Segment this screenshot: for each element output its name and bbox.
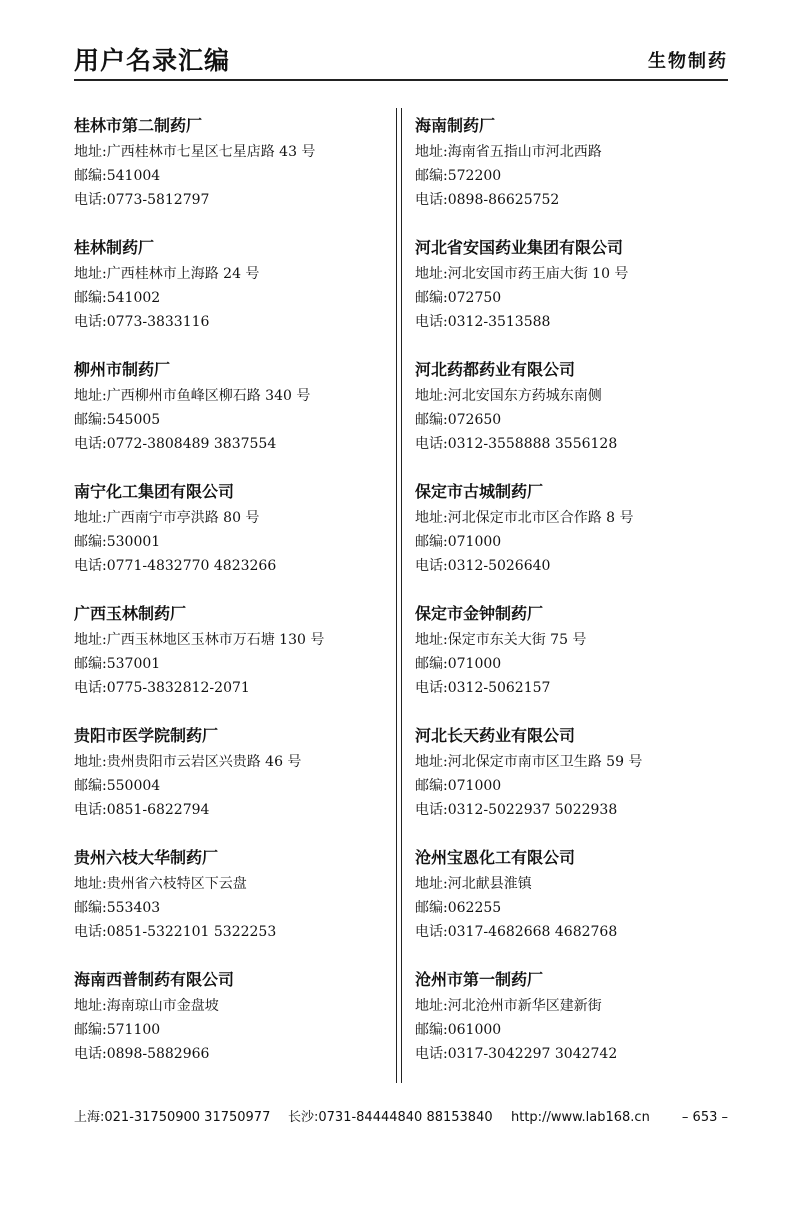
page-header — [74, 44, 728, 78]
page-title: 用户名录汇编 — [74, 46, 231, 75]
company-name: 贵州六枝大华制药厂 — [74, 848, 219, 867]
company-postcode: 邮编:571100 — [74, 1022, 161, 1038]
company-address: 地址:广西桂林市七星区七星店路 43 号 — [74, 144, 316, 160]
directory-entry — [415, 968, 735, 1090]
company-name: 河北省安国药业集团有限公司 — [415, 238, 624, 257]
directory-entry — [415, 724, 735, 846]
company-phone: 电话:0773-5812797 — [74, 192, 210, 208]
company-address: 地址:贵州省六枝特区下云盘 — [74, 876, 247, 892]
company-postcode: 邮编:550004 — [74, 778, 161, 794]
directory-entry — [415, 236, 735, 358]
company-postcode: 邮编:545005 — [74, 412, 161, 428]
company-postcode: 邮编:071000 — [415, 778, 502, 794]
company-postcode: 邮编:071000 — [415, 534, 502, 550]
company-name: 沧州市第一制药厂 — [415, 970, 544, 989]
company-address: 地址:广西玉林地区玉林市万石塘 130 号 — [74, 632, 325, 648]
company-phone: 电话:0312-5026640 — [415, 558, 551, 574]
company-address: 地址:河北献县淮镇 — [415, 876, 532, 892]
company-name: 海南西普制药有限公司 — [74, 970, 235, 989]
company-phone: 电话:0317-3042297 3042742 — [415, 1046, 618, 1062]
company-name: 贵阳市医学院制药厂 — [74, 726, 219, 745]
company-address: 地址:河北保定市北市区合作路 8 号 — [415, 510, 634, 526]
company-phone: 电话:0851-5322101 5322253 — [74, 924, 277, 940]
company-name: 海南制药厂 — [415, 116, 496, 135]
section-category: 生物制药 — [648, 51, 728, 72]
footer-shanghai-phone: 上海:021-31750900 31750977 — [74, 1110, 271, 1125]
company-phone: 电话:0312-3513588 — [415, 314, 551, 330]
company-phone: 电话:0775-3832812-2071 — [74, 680, 250, 696]
company-postcode: 邮编:072750 — [415, 290, 502, 306]
directory-entry — [415, 114, 735, 236]
company-phone: 电话:0312-3558888 3556128 — [415, 436, 618, 452]
company-address: 地址:河北安国东方药城东南侧 — [415, 388, 602, 404]
directory-entry — [74, 724, 384, 846]
company-address: 地址:河北保定市南市区卫生路 59 号 — [415, 754, 643, 770]
company-postcode: 邮编:072650 — [415, 412, 502, 428]
company-postcode: 邮编:061000 — [415, 1022, 502, 1038]
directory-entry — [74, 846, 384, 968]
company-address: 地址:海南琼山市金盘坡 — [74, 998, 219, 1014]
company-phone: 电话:0772-3808489 3837554 — [74, 436, 277, 452]
directory-entry — [415, 846, 735, 968]
directory-entry — [415, 358, 735, 480]
company-address: 地址:河北安国市药王庙大街 10 号 — [415, 266, 629, 282]
company-name: 柳州市制药厂 — [74, 360, 171, 379]
company-address: 地址:广西柳州市鱼峰区柳石路 340 号 — [74, 388, 311, 404]
company-address: 地址:广西南宁市亭洪路 80 号 — [74, 510, 260, 526]
company-name: 南宁化工集团有限公司 — [74, 482, 235, 501]
company-name: 河北药都药业有限公司 — [415, 360, 576, 379]
company-address: 地址:河北沧州市新华区建新街 — [415, 998, 602, 1014]
company-phone: 电话:0851-6822794 — [74, 802, 210, 818]
company-phone: 电话:0312-5062157 — [415, 680, 551, 696]
page-number: – 653 – — [681, 1110, 728, 1125]
company-postcode: 邮编:071000 — [415, 656, 502, 672]
directory-entry — [74, 114, 384, 236]
company-name: 保定市金钟制药厂 — [415, 604, 544, 623]
company-name: 沧州宝恩化工有限公司 — [415, 848, 576, 867]
header-rule — [74, 79, 728, 81]
directory-entry — [74, 358, 384, 480]
company-name: 保定市古城制药厂 — [415, 482, 544, 501]
company-postcode: 邮编:541004 — [74, 168, 161, 184]
company-address: 地址:贵州贵阳市云岩区兴贵路 46 号 — [74, 754, 302, 770]
company-postcode: 邮编:553403 — [74, 900, 161, 916]
company-postcode: 邮编:530001 — [74, 534, 161, 550]
company-address: 地址:保定市东关大街 75 号 — [415, 632, 587, 648]
directory-entry — [74, 602, 384, 724]
footer-changsha-phone: 长沙:0731-84444840 88153840 — [288, 1110, 493, 1125]
company-postcode: 邮编:537001 — [74, 656, 161, 672]
page-footer — [74, 1108, 728, 1128]
company-phone: 电话:0771-4832770 4823266 — [74, 558, 277, 574]
company-name: 桂林市第二制药厂 — [74, 116, 203, 135]
company-phone: 电话:0773-3833116 — [74, 314, 210, 330]
company-postcode: 邮编:541002 — [74, 290, 161, 306]
company-name: 桂林制药厂 — [74, 238, 155, 257]
company-phone: 电话:0898-5882966 — [74, 1046, 210, 1062]
directory-entry — [74, 968, 384, 1090]
company-phone: 电话:0312-5022937 5022938 — [415, 802, 618, 818]
company-address: 地址:海南省五指山市河北西路 — [415, 144, 602, 160]
directory-entry — [415, 602, 735, 724]
company-name: 广西玉林制药厂 — [74, 604, 187, 623]
company-phone: 电话:0898-86625752 — [415, 192, 560, 208]
company-postcode: 邮编:572200 — [415, 168, 502, 184]
column-divider — [396, 108, 402, 1083]
directory-entry — [74, 480, 384, 602]
company-postcode: 邮编:062255 — [415, 900, 502, 916]
directory-entry — [415, 480, 735, 602]
company-name: 河北长天药业有限公司 — [415, 726, 576, 745]
left-column — [74, 114, 384, 1090]
right-column — [415, 114, 735, 1090]
directory-entry — [74, 236, 384, 358]
footer-website-link[interactable]: http://www.lab168.cn — [511, 1110, 650, 1125]
company-phone: 电话:0317-4682668 4682768 — [415, 924, 618, 940]
company-address: 地址:广西桂林市上海路 24 号 — [74, 266, 260, 282]
